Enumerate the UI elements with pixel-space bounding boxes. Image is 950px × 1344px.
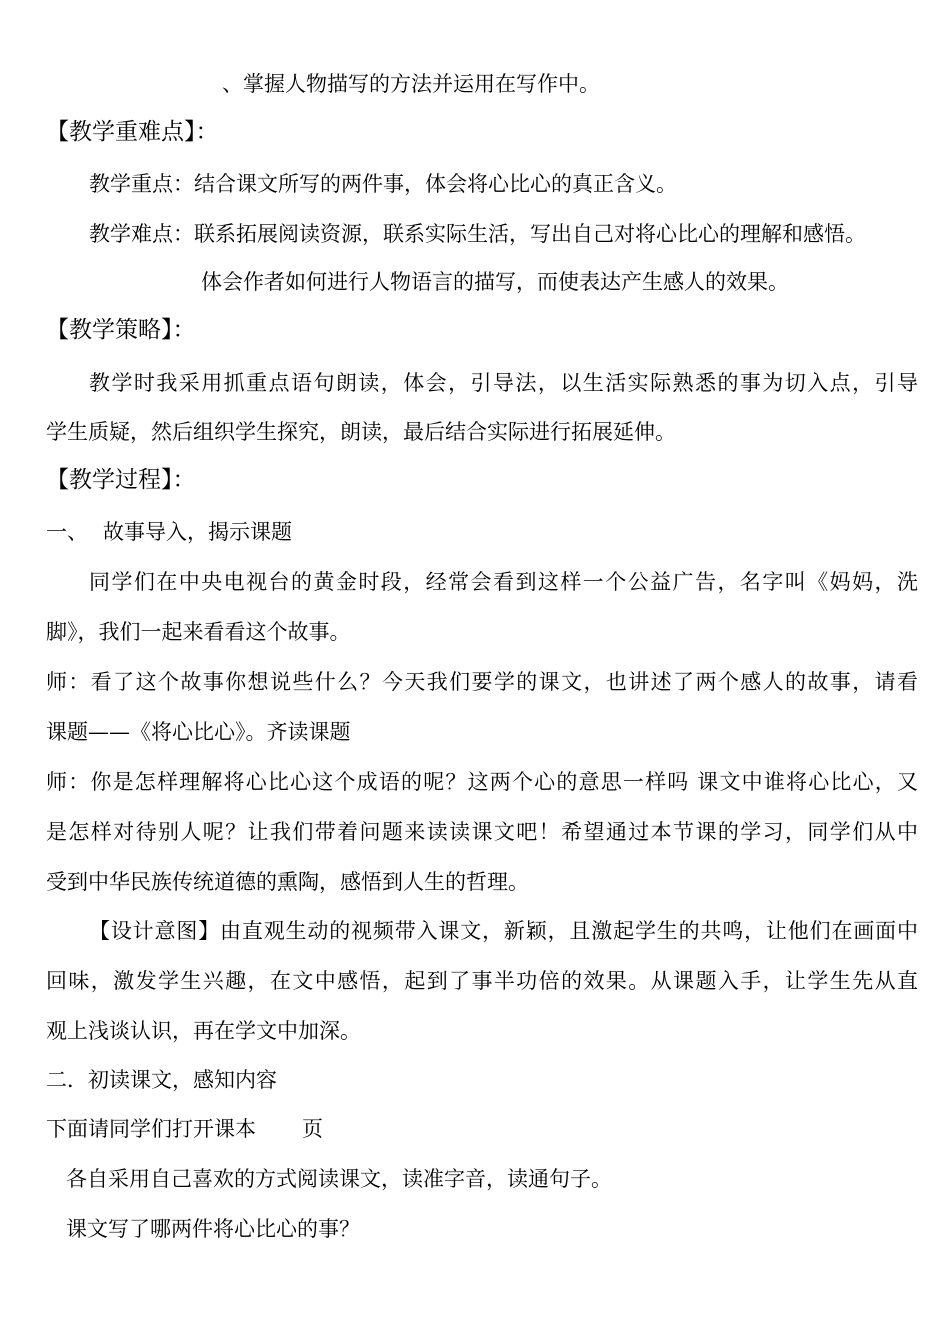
strategy-paragraph-line: 教学时我采用抓重点语句朗读，体会，引导法，以生活实际熟悉的事为切入点，引导 [89, 371, 918, 395]
intro-paragraph-line: 同学们在中央电视台的黄金时段，经常会看到这样一个公益广告，名字叫《妈妈，洗 [89, 570, 918, 594]
teaching-difficulty-continued: 体会作者如何进行人物语言的描写，而使表达产生感人的效果。 [201, 270, 789, 294]
objective-item: 、掌握人物描写的方法并运用在写作中。 [222, 72, 600, 96]
teacher-question-line: 课题——《将心比心》。齐读课题 [46, 720, 351, 744]
teaching-difficulty: 教学难点：联系拓展阅读资源，联系实际生活，写出自己对将心比心的理解和感悟。 [89, 222, 866, 246]
page-word: 页 [302, 1117, 323, 1141]
teacher-question-line: 师：你是怎样理解将心比心这个成语的呢？这两个心的意思一样吗 课文中谁将心比心，又 [46, 770, 918, 794]
reading-question: 课文写了哪两件将心比心的事？ [66, 1217, 360, 1241]
design-intent-line: 观上浅谈认识，再在学文中加深。 [46, 1019, 361, 1043]
design-intent-line: 回味，激发学生兴趣，在文中感悟，起到了事半功倍的效果。从课题入手，让学生先从直 [46, 969, 918, 993]
section-1-number: 一、 [46, 520, 88, 544]
open-textbook-instruction: 下面请同学们打开课本 [46, 1117, 256, 1141]
teacher-question-line: 师：看了这个故事你想说些什么？今天我们要学的课文，也讲述了两个感人的故事，请看 [46, 670, 918, 694]
reading-instruction: 各自采用自己喜欢的方式阅读课文，读准字音，读通句子。 [66, 1167, 612, 1191]
key-points-heading: 【教学重难点】： [46, 119, 219, 145]
process-heading: 【教学过程】： [46, 467, 196, 493]
section-1-title: 故事导入，揭示课题 [103, 520, 292, 544]
intro-paragraph-line: 脚》，我们一起来看看这个故事。 [46, 620, 351, 644]
section-2-title: 二．初读课文，感知内容 [46, 1068, 277, 1092]
teaching-focus: 教学重点：结合课文所写的两件事，体会将心比心的真正含义。 [89, 172, 677, 196]
teacher-question-line: 受到中华民族传统道德的熏陶，感悟到人生的哲理。 [46, 870, 529, 894]
strategy-heading: 【教学策略】： [46, 317, 196, 343]
strategy-paragraph-line: 学生质疑，然后组织学生探究，朗读，最后结合实际进行拓展延伸。 [46, 420, 676, 444]
teacher-question-line: 是怎样对待别人呢？让我们带着问题来读读课文吧！希望通过本节课的学习，同学们从中 [46, 820, 918, 844]
design-intent-line: 【设计意图】由直观生动的视频带入课文，新颖，且激起学生的共鸣，让他们在画面中 [89, 919, 918, 943]
